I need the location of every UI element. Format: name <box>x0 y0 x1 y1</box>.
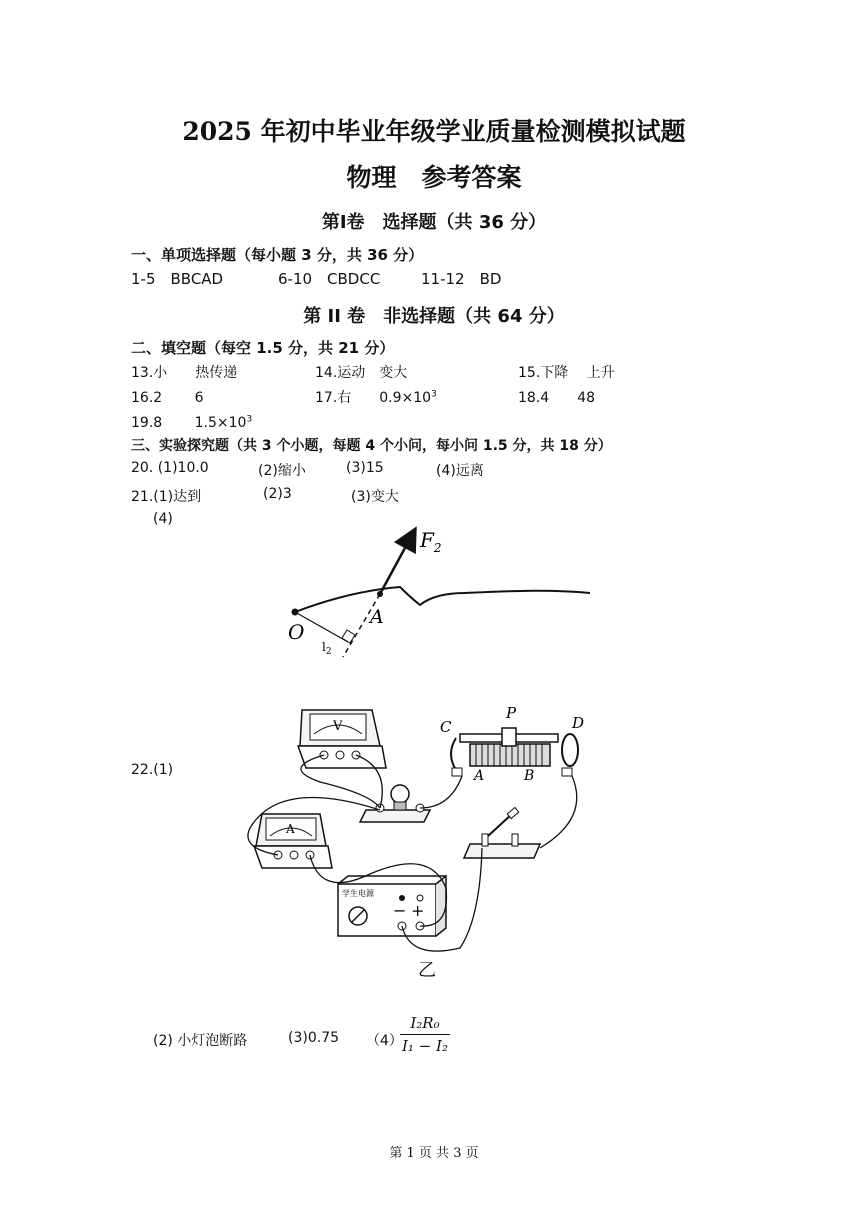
answer-19 <box>131 412 252 432</box>
formula-numerator: I₂R₀ <box>400 1014 450 1035</box>
svg-text:A: A <box>474 768 485 784</box>
answer-21-1: 21.(1)达到 <box>131 489 202 505</box>
svg-text:+: + <box>411 901 425 920</box>
lever-curve <box>295 587 590 612</box>
answer-17-exponent: 3 <box>431 389 437 400</box>
rheostat <box>440 704 584 784</box>
page-title: 2025 年初中毕业年级学业质量检测模拟试题 <box>182 117 686 146</box>
svg-text:−: − <box>393 901 407 920</box>
answer-20-1: 20. (1)10.0 <box>131 460 209 476</box>
volume-2-heading: 第 II 卷 非选择题（共 64 分） <box>303 306 565 327</box>
answer-20-2: (2)缩小 <box>258 463 306 479</box>
answer-22-3: (3)0.75 <box>288 1030 340 1046</box>
answer-22-1-label: 22.(1) <box>131 762 174 778</box>
mc-answers-6-10: 6-10 CBDCC <box>278 270 381 288</box>
formula-denominator: I₁ − I₂ <box>402 1037 448 1055</box>
answer-20-3: (3)15 <box>346 460 384 476</box>
mc-answers-11-12: 11-12 BD <box>421 270 502 288</box>
answer-21-4-label: (4) <box>153 511 173 527</box>
svg-text:B: B <box>524 768 535 784</box>
answer-16: 16.2 6 <box>131 390 204 406</box>
section-3-heading: 三、实验探究题（共 3 个小题，每题 4 个小问，每小问 1.5 分，共 18 分） <box>131 438 612 454</box>
answer-21-3: (3)变大 <box>351 489 399 505</box>
lever-diagram <box>280 525 600 665</box>
answer-19-base: 19.8 1.5×10 <box>131 415 247 431</box>
answer-22-2: (2) 小灯泡断路 <box>153 1033 248 1049</box>
answer-22-4-formula <box>400 1014 450 1055</box>
point-a-label: A <box>370 606 384 628</box>
svg-text:A: A <box>286 822 295 836</box>
answer-17-base: 17.右 0.9×10 <box>315 390 432 406</box>
lamp <box>360 785 430 822</box>
answer-17 <box>315 387 437 407</box>
answer-15: 15.下降 上升 <box>518 365 615 381</box>
svg-text:D: D <box>572 714 585 732</box>
svg-text:学生电源: 学生电源 <box>342 889 374 898</box>
switch <box>464 807 540 858</box>
circuit-caption: 乙 <box>418 960 436 981</box>
page-subtitle: 物理 参考答案 <box>346 163 522 192</box>
answer-22-4-label: （4） <box>366 1033 403 1049</box>
pivot-o-label: O <box>288 620 305 644</box>
section-2-heading: 二、填空题（每空 1.5 分，共 21 分） <box>131 339 395 357</box>
circuit-diagram <box>240 698 610 983</box>
svg-text:V: V <box>333 719 343 734</box>
page-footer: 第 1 页 共 3 页 <box>389 1146 479 1161</box>
arm-l2-label: $l_2$ <box>322 640 332 657</box>
mc-answers-1-5: 1-5 BBCAD <box>131 270 224 288</box>
ammeter <box>254 814 332 868</box>
answer-19-exponent: 3 <box>246 414 253 425</box>
volume-1-heading: 第Ⅰ卷 选择题（共 36 分） <box>321 212 547 233</box>
svg-text:P: P <box>506 704 517 722</box>
svg-text:C: C <box>440 718 452 736</box>
answer-20-4: (4)远离 <box>436 463 484 479</box>
power-supply <box>338 876 446 936</box>
force-f2-arrow <box>380 535 412 594</box>
answer-21-2: (2)3 <box>263 486 292 502</box>
answer-13: 13.小 热传递 <box>131 365 238 381</box>
answer-18: 18.4 48 <box>518 390 595 406</box>
section-1-heading: 一、单项选择题（每小题 3 分，共 36 分） <box>131 246 424 264</box>
answer-14: 14.运动 变大 <box>315 365 408 381</box>
force-f2-label: $F_2$ <box>420 528 442 555</box>
